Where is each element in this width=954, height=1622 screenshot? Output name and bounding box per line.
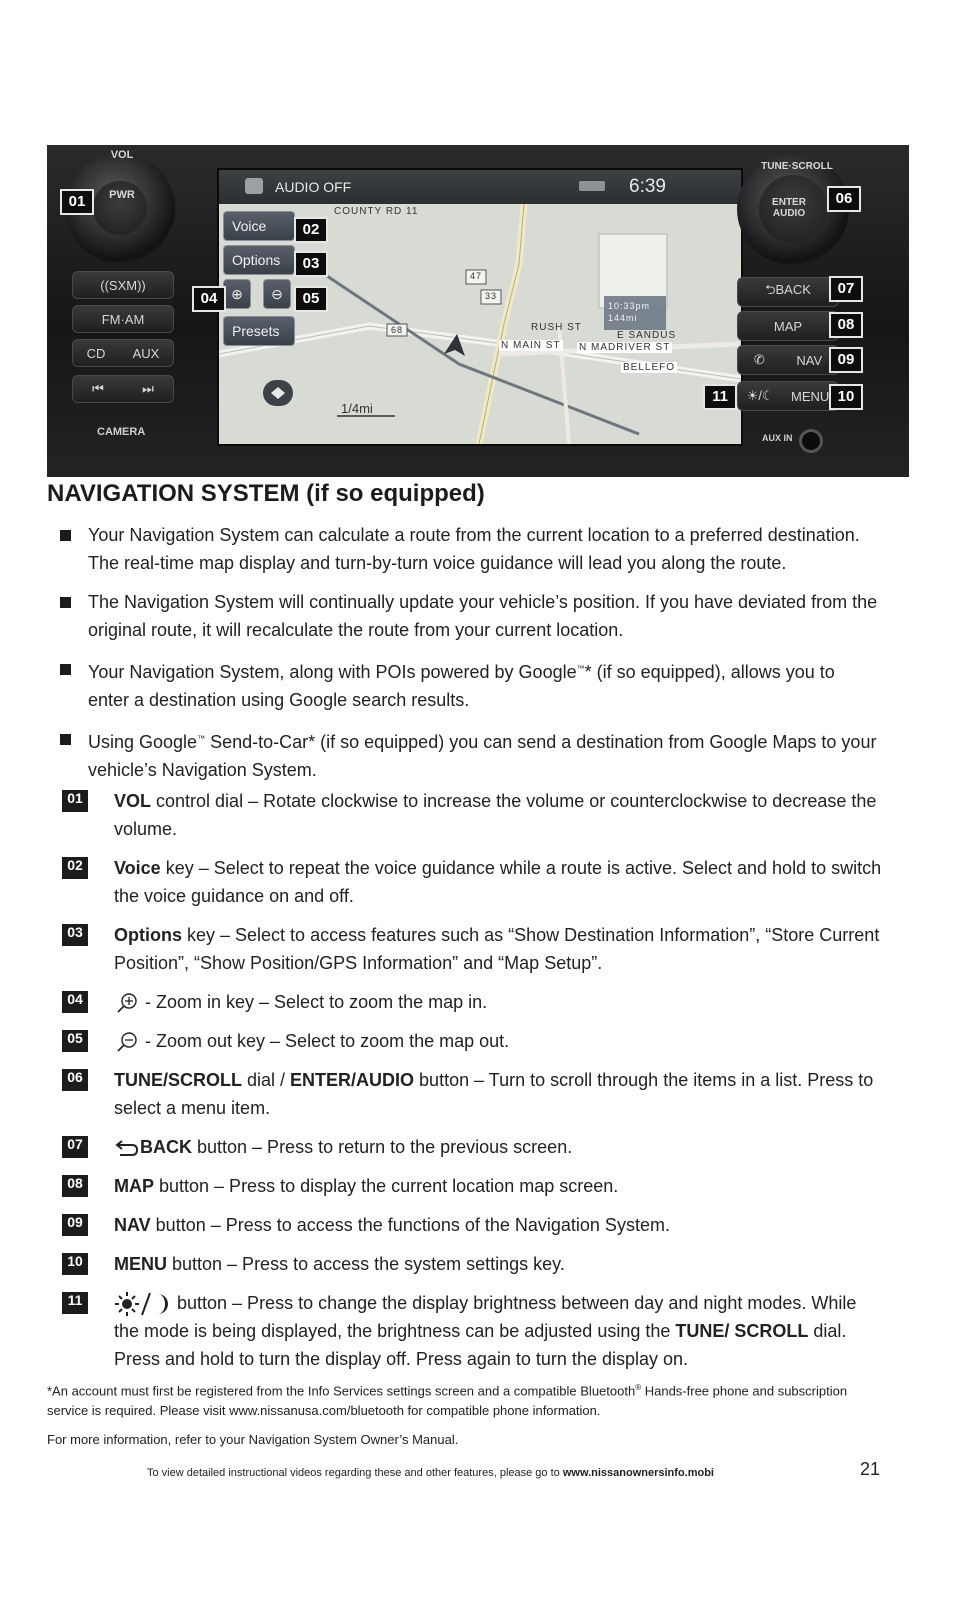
item-number: 03	[62, 924, 88, 946]
street-bellefo: BELLEFO	[623, 362, 676, 373]
item-menu: 10 MENU button – Press to access the system settings key.	[62, 1250, 882, 1278]
callout-07: 07	[829, 276, 863, 302]
zoom-in-softkey	[223, 279, 251, 309]
item-number: 01	[62, 790, 88, 812]
camera-label: CAMERA	[97, 426, 146, 438]
bullet-item: The Navigation System will continually update your vehicle’s position. If you have deviated from the original route, it will recalculate the route from your current location.	[60, 588, 880, 644]
presets-softkey: Presets	[223, 316, 295, 346]
zoom-in-icon	[114, 991, 140, 1015]
more-info-note: For more information, refer to your Navigation System Owner’s Manual.	[47, 1432, 459, 1447]
nav-button: ✆ NAV	[737, 345, 839, 375]
item-zoom-in: 04 - Zoom in key – Select to zoom the map in.	[62, 988, 882, 1016]
callout-03: 03	[294, 251, 328, 277]
callout-10: 10	[829, 384, 863, 410]
map-button: MAP	[737, 311, 839, 341]
item-number: 07	[62, 1136, 88, 1158]
tune-scroll-label: TUNE·SCROLL	[761, 161, 833, 172]
cd-aux-button	[72, 339, 174, 367]
aux-label: AUX	[132, 345, 160, 361]
item-zoom-out: 05 - Zoom out key – Select to zoom the map out.	[62, 1027, 882, 1055]
head-unit-photo	[47, 145, 909, 477]
bullet-item: Your Navigation System, along with POIs powered by Google™* (if so equipped), allows you to enter a destination using Google search results.	[60, 655, 880, 714]
street-n-madriver: N MADRIVER ST	[579, 342, 671, 353]
route-marker-47: 47	[470, 271, 483, 281]
callout-02: 02	[294, 217, 328, 243]
options-softkey: Options	[223, 245, 295, 275]
audio-status: AUDIO OFF	[275, 179, 352, 195]
bullet-item: Your Navigation System can calculate a route from the current location to a preferred destination. The real-time map display and turn-by-turn voice guidance will lead you along the route.	[60, 521, 880, 577]
bullet-square-icon	[60, 597, 71, 608]
day-night-icon	[114, 1291, 172, 1317]
item-number: 05	[62, 1030, 88, 1052]
item-number: 10	[62, 1253, 88, 1275]
zoom-out-icon: ⊖	[271, 286, 283, 302]
aux-in-label: AUX IN	[762, 433, 793, 443]
street-rush: RUSH ST	[531, 322, 582, 333]
callout-04: 04	[192, 286, 226, 312]
owners-info-link[interactable]: www.nissanownersinfo.mobi	[562, 1467, 714, 1479]
route-marker-33: 33	[485, 291, 498, 301]
status-bar	[219, 170, 741, 204]
back-button: ⮌BACK	[737, 277, 839, 307]
zoom-in-icon: ⊕	[231, 286, 243, 302]
route-marker-68: 68	[391, 325, 404, 335]
callout-11: 11	[703, 384, 737, 410]
aux-in-jack	[799, 429, 823, 453]
zoom-out-softkey	[263, 279, 291, 309]
callout-06: 06	[827, 186, 861, 212]
item-number: 09	[62, 1214, 88, 1236]
bullet-square-icon	[60, 734, 71, 745]
section-heading: NAVIGATION SYSTEM (if so equipped)	[47, 480, 485, 507]
sxm-button: ((SXM))	[72, 271, 174, 299]
street-n-main: N MAIN ST	[501, 340, 561, 351]
item-number: 08	[62, 1175, 88, 1197]
zoom-out-icon	[114, 1030, 140, 1054]
voice-softkey: Voice	[223, 211, 295, 241]
next-icon: ⏭	[142, 381, 154, 396]
clock: 6:39	[629, 176, 666, 197]
callout-08: 08	[829, 312, 863, 338]
vol-label: VOL	[110, 149, 134, 161]
bullet-item: Using Google™ Send-to-Car* (if so equipped) you can send a destination from Google Maps to your vehicle’s Navigation System.	[60, 725, 880, 784]
item-map: 08 MAP button – Press to display the current location map screen.	[62, 1172, 882, 1200]
item-options: 03 Options key – Select to access features such as “Show Destination Information”, “Store Current Position”, “Show Position/GPS Information” and “Map Setup”.	[62, 921, 882, 977]
item-number: 06	[62, 1069, 88, 1091]
street-county-rd: COUNTY RD 11	[334, 206, 419, 217]
callout-01: 01	[60, 189, 94, 215]
brightness-icon: ☀/☾	[746, 388, 774, 403]
item-tune-scroll: 06 TUNE/SCROLL dial / ENTER/AUDIO button – Turn to scroll through the items in a list. Press to select a menu item.	[62, 1066, 882, 1122]
callout-05: 05	[294, 286, 328, 312]
cd-label: CD	[86, 345, 106, 361]
item-nav: 09 NAV button – Press to access the functions of the Navigation System.	[62, 1211, 882, 1239]
prev-icon: ⏮	[92, 381, 104, 396]
bullet-list	[60, 521, 880, 795]
track-buttons	[72, 375, 174, 403]
bullet-square-icon	[60, 664, 71, 675]
page-number: 21	[860, 1459, 881, 1479]
footnote: *An account must first be registered from the Info Services settings screen and a compatible Bluetooth® Hands-free phone and subscription service is required. Please visit www.nissanusa.com/bluetooth for compatible phone information.	[47, 1383, 848, 1419]
map-scale: 1/4mi	[341, 401, 373, 416]
item-back: 07 BACK button – Press to return to the previous screen.	[62, 1133, 882, 1161]
item-voice: 02 Voice key – Select to repeat the voice guidance while a route is active. Select and hold to switch the voice guidance on and off.	[62, 854, 882, 910]
item-number: 11	[62, 1292, 88, 1314]
back-arrow-icon	[114, 1137, 140, 1159]
enter-audio-label: ENTER AUDIO	[772, 197, 806, 219]
video-note: To view detailed instructional videos regarding these and other features, please go to www.nissanownersinfo.mobi	[147, 1467, 714, 1479]
bullet-square-icon	[60, 530, 71, 541]
pwr-label: PWR	[109, 189, 135, 201]
callout-09: 09	[829, 347, 863, 373]
signal-icon	[579, 181, 605, 191]
fm-am-button: FM·AM	[72, 305, 174, 333]
menu-button: ☀/☾ MENU	[737, 381, 839, 411]
control-descriptions	[62, 787, 882, 1384]
phone-icon: ✆	[753, 352, 765, 367]
item-number: 02	[62, 857, 88, 879]
eta-box: 10:33pm 144mi	[608, 301, 651, 323]
item-day-night: 11 button – Press to change the display brightness between day and night modes. While the mode is being displayed, the brightness can be adjusted using the TUNE/ SCROLL dial. Press and hold to turn the display off. Press again to turn the display on.	[62, 1289, 882, 1373]
item-number: 04	[62, 991, 88, 1013]
audio-icon	[245, 178, 263, 194]
item-vol: 01 VOL control dial – Rotate clockwise to increase the volume or counterclockwise to decrease the volume.	[62, 787, 882, 843]
street-e-sandus: E SANDUS	[617, 330, 677, 341]
